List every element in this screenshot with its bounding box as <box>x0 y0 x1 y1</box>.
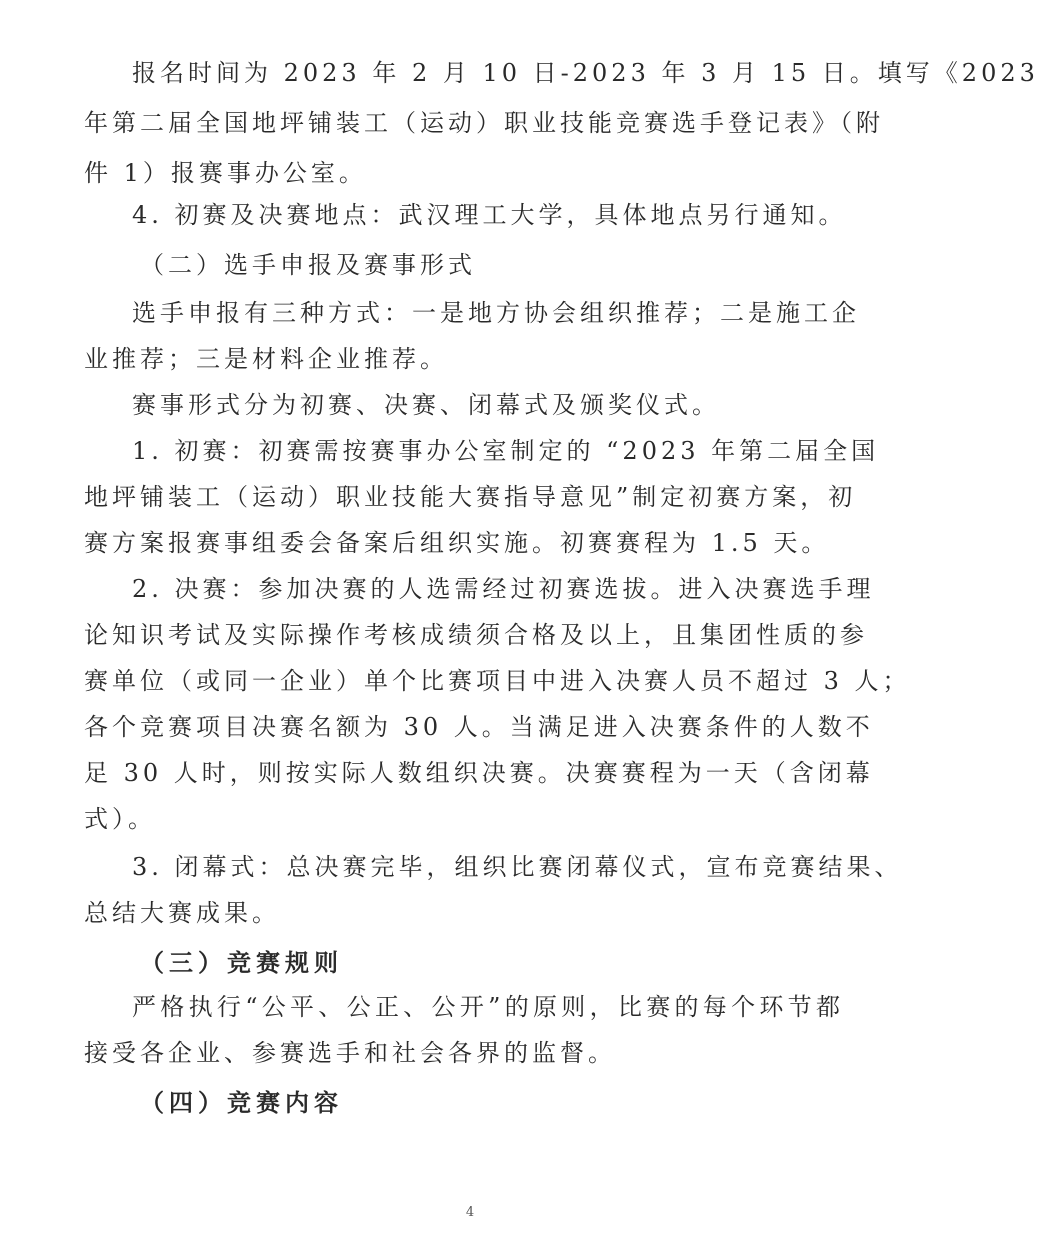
paragraph-preliminary-line-1: 1. 初赛：初赛需按赛事办公室制定的 “2023 年第二届全国 <box>132 437 880 465</box>
paragraph-rules-line-1: 严格执行“公平、公正、公开”的原则，比赛的每个环节都 <box>132 993 844 1021</box>
section-heading-3: （三）竞赛规则 <box>140 948 343 977</box>
paragraph-final-line-5: 足 30 人时，则按实际人数组织决赛。决赛赛程为一天（含闭幕 <box>84 759 874 787</box>
paragraph-final-line-4: 各个竞赛项目决赛名额为 30 人。当满足进入决赛条件的人数不 <box>84 713 874 741</box>
paragraph-entry-methods-line-1: 选手申报有三种方式：一是地方协会组织推荐；二是施工企 <box>132 299 860 327</box>
paragraph-registration-line-1: 报名时间为 2023 年 2 月 10 日-2023 年 3 月 15 日。填写《2023 <box>132 59 1039 87</box>
paragraph-preliminary-line-2: 地坪铺装工（运动）职业技能大赛指导意见”制定初赛方案，初 <box>84 483 857 511</box>
paragraph-final-line-3: 赛单位（或同一企业）单个比赛项目中进入决赛人员不超过 3 人； <box>84 667 911 695</box>
paragraph-preliminary-line-3: 赛方案报赛事组委会备案后组织实施。初赛赛程为 1.5 天。 <box>84 529 830 557</box>
paragraph-rules-line-2: 接受各企业、参赛选手和社会各界的监督。 <box>84 1039 616 1067</box>
section-heading-4: （四）竞赛内容 <box>140 1088 343 1117</box>
section-heading-2: （二）选手申报及赛事形式 <box>140 251 476 279</box>
paragraph-venue: 4. 初赛及决赛地点：武汉理工大学，具体地点另行通知。 <box>132 201 847 229</box>
paragraph-final-line-1: 2. 决赛：参加决赛的人选需经过初赛选拔。进入决赛选手理 <box>132 575 875 603</box>
paragraph-registration-line-2: 年第二届全国地坪铺装工（运动）职业技能竞赛选手登记表》（附 <box>84 109 884 137</box>
paragraph-final-line-6: 式）。 <box>84 805 156 833</box>
paragraph-format: 赛事形式分为初赛、决赛、闭幕式及颁奖仪式。 <box>132 391 720 419</box>
paragraph-entry-methods-line-2: 业推荐；三是材料企业推荐。 <box>84 345 448 373</box>
paragraph-final-line-2: 论知识考试及实际操作考核成绩须合格及以上，且集团性质的参 <box>84 621 868 649</box>
paragraph-closing-line-2: 总结大赛成果。 <box>84 899 280 927</box>
paragraph-registration-line-3: 件 1）报赛事办公室。 <box>84 159 367 187</box>
paragraph-closing-line-1: 3. 闭幕式：总决赛完毕，组织比赛闭幕仪式，宣布竞赛结果、 <box>132 853 903 881</box>
page-number: 4 <box>465 1205 475 1220</box>
